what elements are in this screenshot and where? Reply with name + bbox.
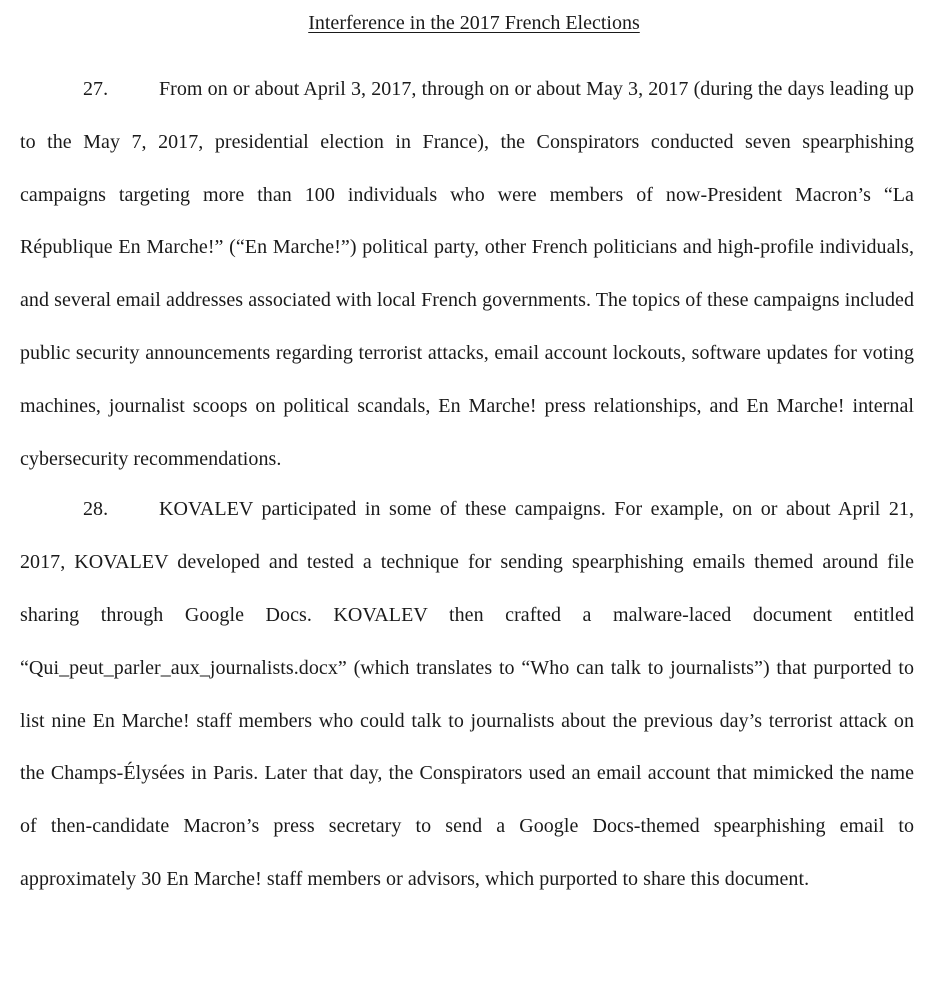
- document-page: [20, 0, 914, 906]
- paragraph-27: [20, 63, 914, 485]
- paragraph-number: 27.: [83, 78, 109, 100]
- paragraph-number: 28.: [83, 498, 109, 521]
- paragraph-28: [20, 483, 914, 905]
- paragraph-text: From on or about April 3, 2017, through on or about May 3, 2017 (during the days leading up to the May 7, 2017, presidential election in France), the Conspirators conducted seven spearphishing campaigns targeting more than 100 individuals who were members of now-President Macron’s “La République En Marche!” (“En Marche!”) political party, other French politicians and high-profile individuals, and several email addresses associated with local French governments. The topics of these campaigns included public security announcements regarding terrorist attacks, email account lockouts, software updates for voting machines, journalist scoops on political scandals, En Marche! press relationships, and En Marche! internal cybersecurity recommendations.: [20, 78, 914, 470]
- section-heading: [20, 11, 914, 35]
- section-heading-text: Interference in the 2017 French Elections: [308, 12, 640, 34]
- paragraph-text: KOVALEV participated in some of these campaigns. For example, on or about April 21, 2017, KOVALEV developed and tested a technique for sending spearphishing emails themed around file sharing through Google Docs. KOVALEV then crafted a malware-laced document entitled “Qui_peut_parler_aux_journalists.docx” (which translates to “Who can talk to journalists”) that purported to list nine En Marche! staff members who could talk to journalists about the previous day’s terrorist attack on the Champs-Élysées in Paris. Later that day, the Conspirators used an email account that mimicked the name of then-candidate Macron’s press secretary to send a Google Docs-themed spearphishing email to approximately 30 En Marche! staff members or advisors, which purported to share this document.: [20, 498, 914, 890]
